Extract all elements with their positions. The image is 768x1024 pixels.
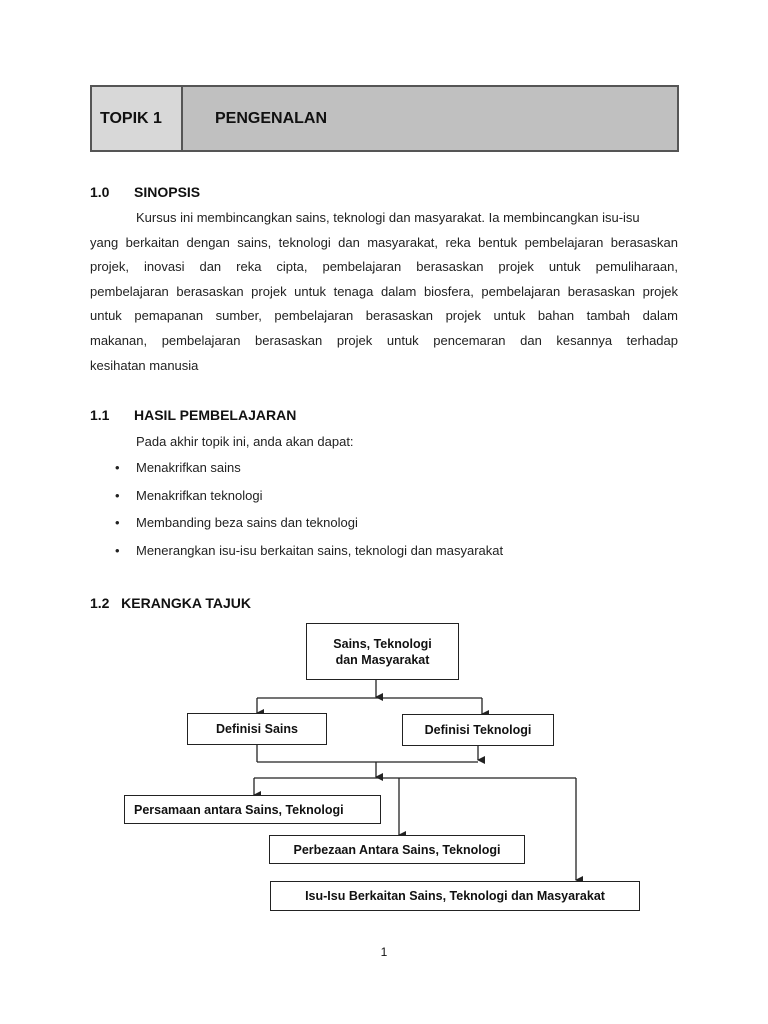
synopsis-paragraph [90,206,678,378]
synopsis-line: kesihatan manusia [90,357,199,373]
page-number: 1 [380,945,388,959]
framework-title: KERANGKA TAJUK [121,595,252,611]
list-item [115,454,503,482]
bullet-icon: • [115,487,120,503]
bullet-icon: • [115,542,120,558]
list-item-text: Membanding beza sains dan teknologi [136,515,358,530]
framework-number: 1.2 [90,595,110,611]
synopsis-number: 1.0 [90,184,110,200]
framework-heading [90,595,251,611]
outcomes-title: HASIL PEMBELAJARAN [134,407,297,423]
synopsis-line: projek, inovasi dan reka cipta, pembelajaran berasaskan projek untuk pemuliharaan, [90,259,678,275]
topic-title: PENGENALAN [215,109,328,127]
outcomes-list [115,454,503,564]
diagram-box-root: Sains, Teknologi dan Masyarakat [306,623,459,680]
synopsis-heading [90,184,200,200]
synopsis-line [90,206,678,231]
list-item [115,482,503,510]
diagram-box-perbezaan: Perbezaan Antara Sains, Teknologi [269,835,525,864]
list-item-text: Menerangkan isu-isu berkaitan sains, teknologi dan masyarakat [136,542,504,558]
outcomes-heading [90,407,296,423]
list-item-text: Menakrifkan teknologi [136,487,263,503]
list-item-text: Menakrifkan sains [136,460,241,475]
topic-number: TOPIK 1 [92,87,183,150]
bullet-icon: • [115,515,120,530]
bullet-icon: • [115,460,120,475]
synopsis-line: yang berkaitan dengan sains, teknologi dan masyarakat, reka bentuk pembelajaran berasaskan [90,234,678,250]
diagram-box-definisi-teknologi: Definisi Teknologi [402,714,554,746]
list-item [115,509,503,537]
diagram-box-definisi-sains: Definisi Sains [187,713,327,745]
list-item [115,537,503,565]
outcomes-intro: Pada akhir topik ini, anda akan dapat: [136,434,354,449]
diagram-box-persamaan: Persamaan antara Sains, Teknologi [124,795,381,824]
outcomes-number: 1.1 [90,407,110,423]
topic-header-table [90,85,679,152]
synopsis-title: SINOPSIS [134,184,201,200]
synopsis-line-text: Kursus ini membincangkan sains, teknologi dan masyarakat. Ia membincangkan isu-isu [136,210,640,225]
synopsis-line: pembelajaran berasaskan projek untuk tenaga dalam biosfera, pembelajaran berasaskan projek [90,283,678,299]
synopsis-line: untuk pemapanan sumber, pembelajaran berasaskan projek untuk bahan tambah dalam [90,308,678,324]
diagram-box-isu: Isu-Isu Berkaitan Sains, Teknologi dan Masyarakat [270,881,640,911]
synopsis-line: makanan, pembelajaran berasaskan projek untuk pencemaran dan kesannya terhadap [90,332,678,348]
